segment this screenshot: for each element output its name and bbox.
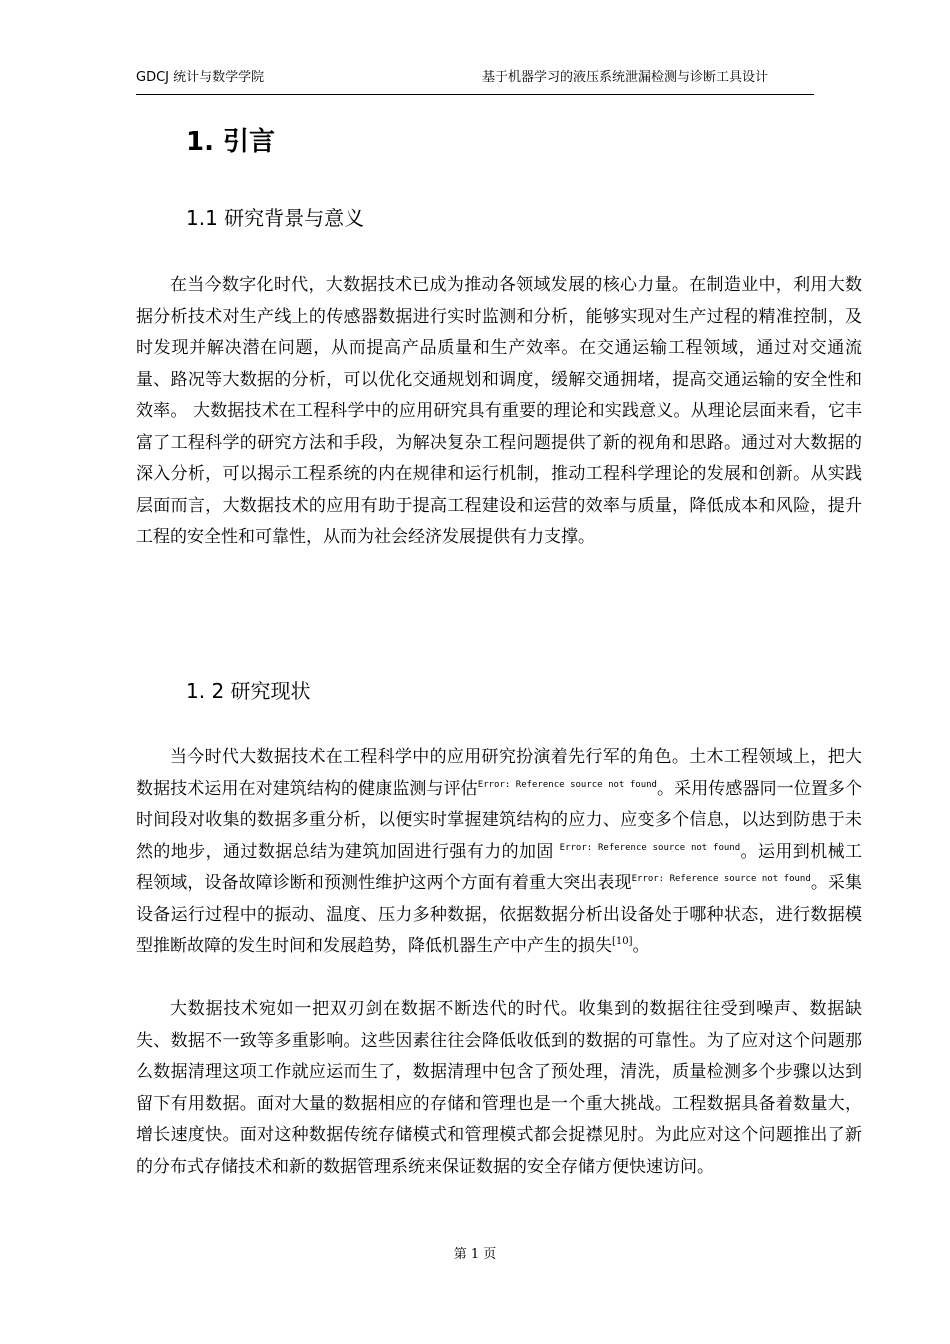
section-title-1-1: 1.1 研究背景与意义 bbox=[186, 206, 365, 230]
paragraph-status-text-4: 。采集设备运行过程中的振动、温度、压力多种数据，依据数据分析出设备处于哪种状态，进行数据模型推断故障的发生时间和发展趋势，降低机器生产中产生的损失 bbox=[136, 873, 863, 956]
citation-error-3: Error: Reference source not found bbox=[631, 874, 811, 884]
paragraph-challenges: 大数据技术宛如一把双刃剑在数据不断迭代的时代。收集到的数据往往受到噪声、数据缺失、数据不一致等多重影响。这些因素往往会降低收低到的数据的可靠性。为了应对这个问题那么数据清理这项工作就应运而生了，数据清理中包含了预处理，清洗，质量检测多个步骤以达到留下有用数据。面对大量的数据相应的存储和管理也是一个重大挑战。工程数据具备着数量大，增长速度快。面对这种数据传统存储模式和管理模式都会捉襟见肘。为此应对这个问题推出了新的分布式存储技术和新的数据管理系统来保证数据的安全存储方便快速访问。 bbox=[136, 999, 862, 1177]
paragraph-status-text-3: 。运用到机械工程领域，设备故障诊断和预测性维护这两个方面有着重大突出表现 bbox=[136, 841, 862, 893]
paragraph-status bbox=[136, 742, 862, 963]
citation-error-1: Error: Reference source not found bbox=[477, 779, 657, 790]
header-divider bbox=[136, 94, 814, 95]
paragraph-background: 在当今数字化时代，大数据技术已成为推动各领域发展的核心力量。在制造业中，利用大数据分析技术对生产线上的传感器数据进行实时监测和分析，能够实现对生产过程的精准控制，及时发现并解决潜在问题，从而提高产品质量和生产效率。在交通运输工程领域，通过对交通流量、路况等大数据的分析，可以优化交通规划和调度，缓解交通拥堵，提高交通运输的安全性和效率。 大数据技术在工程科学中的应用研究具有重要的理论和实践意义。从理论层面来看，它丰富了工程科学的研究方法和手段，为解决复杂工程问题提供了新的视角和思路。通过对大数据的深入分析，可以揭示工程系统的内在规律和运行机制，推动工程科学理论的发展和创新。从实践层面而言，大数据技术的应用有助于提高工程建设和运营的效率与质量，降低成本和风险，提升工程的安全性和可靠性，从而为社会经济发展提供有力支撑。 bbox=[136, 275, 862, 547]
paragraph-status-text-2: 。采用传感器同一位置多个时间段对收集的数据多重分析，以便实时掌握建筑结构的应力、应变多个信息，以达到防患于未然的地步，通过数据总结为建筑加固进行强有力的加固 bbox=[136, 778, 863, 862]
page-number: 第 1 页 bbox=[453, 1247, 497, 1262]
running-header-left: GDCJ 统计与数学学院 bbox=[136, 70, 265, 85]
citation-ref-10: [10] bbox=[612, 936, 633, 947]
chapter-title: 1. 引言 bbox=[186, 127, 276, 157]
section-title-1-2: 1. 2 研究现状 bbox=[186, 679, 311, 703]
citation-error-2: Error: Reference source not found bbox=[553, 842, 741, 853]
paragraph-status-text-1: 当今时代大数据技术在工程科学中的应用研究扮演着先行军的角色。土木工程领域上，把大数据技术运用在对建筑结构的健康监测与评估 bbox=[136, 747, 862, 799]
paragraph-status-end: 。 bbox=[632, 936, 650, 956]
running-header-right: 基于机器学习的液压系统泄漏检测与诊断工具设计 bbox=[482, 70, 769, 85]
